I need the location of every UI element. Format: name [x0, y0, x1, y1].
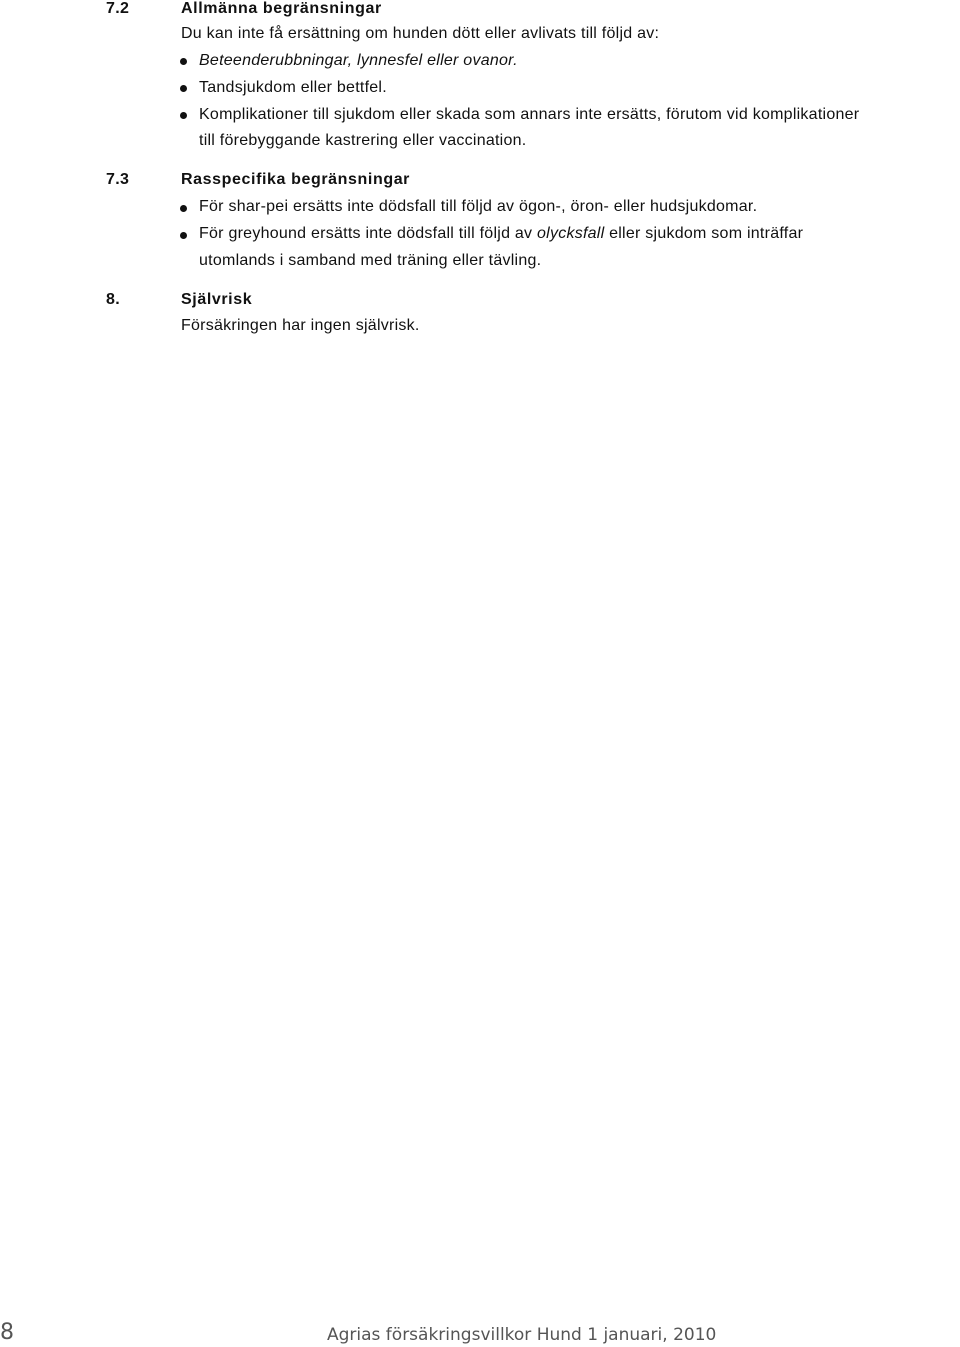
list-item-text: eller sjukdom som inträffar — [604, 225, 804, 242]
section-number: 8. — [106, 291, 120, 308]
section-intro: Du kan inte få ersättning om hunden dött eller avlivats till följd av: — [181, 25, 660, 42]
bullet-icon — [180, 58, 187, 65]
section-number: 7.2 — [106, 0, 130, 17]
section-heading: Rasspecifika begränsningar — [181, 171, 411, 188]
page-number: 8 — [0, 1320, 14, 1345]
list-item — [199, 225, 803, 243]
list-item-continuation: till förebyggande kastrering eller vaccination. — [199, 132, 527, 149]
list-item: Komplikationer till sjukdom eller skada som annars inte ersätts, förutom vid komplikationer — [199, 106, 860, 123]
list-item-continuation: utomlands i samband med träning eller tävling. — [199, 252, 542, 269]
bullet-icon — [180, 232, 187, 239]
list-item: Tandsjukdom eller bettfel. — [199, 79, 387, 96]
footer-text: Agrias försäkringsvillkor Hund 1 januari, 2010 — [327, 1325, 717, 1345]
section-heading: Allmänna begränsningar — [181, 0, 382, 17]
section-number: 7.3 — [106, 171, 130, 188]
bullet-icon — [180, 85, 187, 92]
list-item-text: För greyhound ersätts inte dödsfall till följd av — [199, 225, 537, 242]
emphasis-text: olycksfall — [537, 225, 605, 242]
list-item: Beteenderubbningar, lynnesfel eller ovanor. — [199, 52, 518, 69]
section-heading: Självrisk — [181, 291, 253, 308]
bullet-icon — [180, 205, 187, 212]
section-text: Försäkringen har ingen självrisk. — [181, 317, 420, 334]
list-item: För shar-pei ersätts inte dödsfall till följd av ögon-, öron- eller hudsjukdomar. — [199, 198, 758, 215]
bullet-icon — [180, 112, 187, 119]
